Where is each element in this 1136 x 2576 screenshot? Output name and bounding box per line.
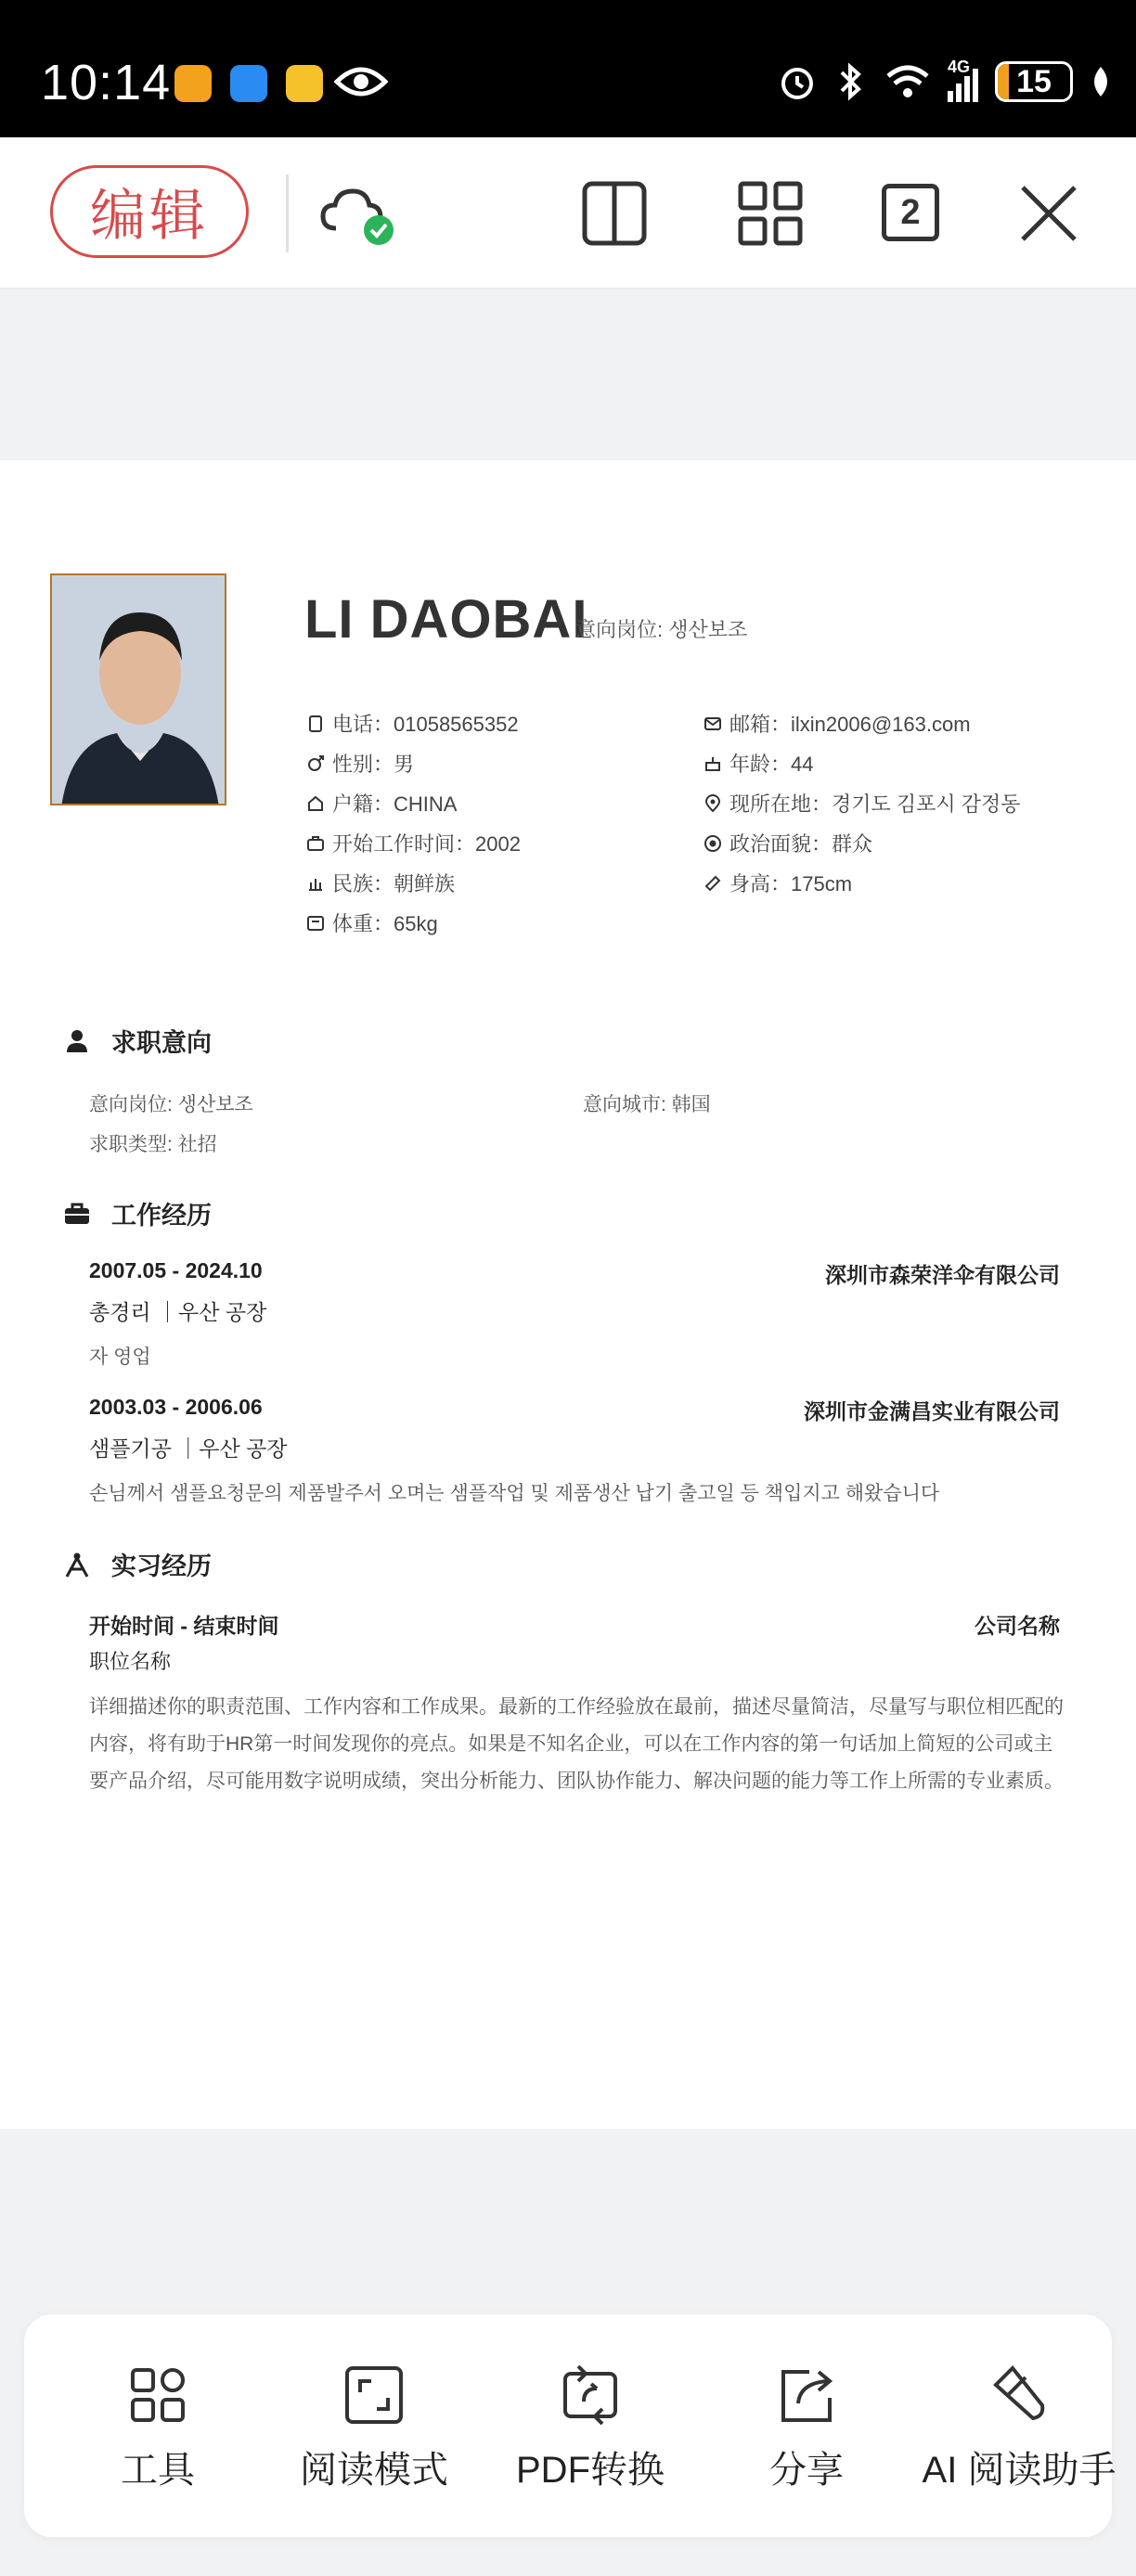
alarm-icon [777,61,818,102]
pdf-convert-button[interactable]: PDF转换 [479,2361,702,2493]
briefcase-icon [306,834,325,853]
edit-button[interactable]: 编辑 [50,165,249,258]
phone-icon [306,715,325,733]
info-start-work: 开始工作时间：2002 [306,829,521,857]
info-height: 身高：175cm [704,869,852,897]
ai-assistant-button[interactable]: AI 阅读助手 [908,2361,1130,2493]
tools-button[interactable]: 工具 [46,2361,269,2493]
work-role: 총경리 ｜우산 공장 [89,1300,267,1324]
info-phone: 电话：01058565352 [306,709,519,738]
cake-icon [704,754,722,773]
profile-photo [50,573,226,805]
grid-view-icon[interactable] [731,174,809,252]
close-icon[interactable] [1010,174,1088,252]
share-button[interactable]: 分享 [695,2361,918,2493]
info-email: 邮箱：ilxin2006@163.com [704,709,971,738]
wifi-icon [884,61,931,102]
mail-icon [704,715,722,733]
intended-city: 意向城市: 韩国 [583,1094,711,1115]
work-role: 샘플기공 ｜우산 공장 [89,1436,288,1461]
cloud-synced-icon[interactable] [316,174,394,252]
work-company: 深圳市森荣洋伞有限公司 [825,1263,1060,1287]
leaf-icon [1090,63,1112,100]
split-view-icon[interactable] [575,174,653,252]
intended-position: 意向岗位: 생산보조 [89,1094,253,1115]
section-work-title: 工作经历 [63,1195,212,1231]
bottom-toolbar [24,2314,1117,2537]
info-politics: 政治面貌：群众 [704,829,872,857]
cloud-app-icon [230,65,267,102]
tools-icon [123,2361,192,2429]
convert-icon [556,2361,625,2429]
info-age: 年龄：44 [704,749,813,778]
intern-dates: 开始时间 - 结束时间 [89,1614,279,1638]
orange-app-icon [174,65,212,102]
badge-icon [704,834,722,853]
read-mode-button[interactable]: 阅读模式 [263,2361,485,2493]
location-pin-icon [704,794,722,813]
scale-icon [306,914,325,933]
ethnicity-icon [306,874,325,893]
page-count: 2 [900,193,921,232]
intended-position-header: 意向岗位: 생산보조 [575,618,748,641]
network-type: 4G [948,58,971,76]
info-location: 现所在地：경기도 김포시 감정동 [704,789,1021,818]
work-dates: 2007.05 - 2024.10 [89,1258,263,1282]
gender-icon [306,754,325,773]
yellow-app-icon [286,65,323,102]
intern-description: 详细描述你的职责范围、工作内容和工作成果。最新的工作经验放在最前，描述尽量简洁，尽量写与职位相匹配的内容，将有助于HR第一时间发现你的亮点。如果是不知名企业，可以在工作内容的第一句话加上简短的公司或主要产品介绍，尽可能用数字说明成绩，突出分析能力、团队协作能力、解决问题的能力等工作上所需的专业素质。 [89,1696,1064,1792]
top-toolbar [0,137,1136,290]
work-company: 深圳市金满昌实业有限公司 [804,1399,1060,1423]
work-description: 손님께서 샘플요청문의 제품발주서 오며는 샘플작업 및 제품생산 납기 출고일 등 책입지고 해왔습니다 [89,1483,940,1504]
status-bar [0,0,1136,137]
candidate-name: LI DAOBAI [304,589,588,650]
person-icon [63,1027,91,1055]
job-type: 求职类型: 社招 [89,1134,217,1155]
status-icons [777,58,1112,102]
battery-indicator: 15 [995,61,1073,102]
section-job-intent-title: 求职意向 [63,1023,212,1059]
resume-page[interactable] [0,460,1136,2129]
share-icon [772,2361,841,2429]
work-dates: 2003.03 - 2006.06 [89,1395,263,1419]
section-intern-title: 实习经历 [63,1546,212,1582]
work-description: 자 영업 [89,1346,151,1368]
signal-icon [948,58,978,102]
ai-assistant-icon [985,2361,1053,2429]
intern-company: 公司名称 [975,1614,1060,1638]
page-count-button[interactable] [882,184,939,241]
briefcase-icon [63,1200,91,1228]
fullscreen-icon [340,2361,408,2429]
home-icon [306,794,325,813]
bluetooth-icon [834,61,868,102]
eye-icon [334,63,388,100]
ruler-icon [704,874,722,893]
compass-icon [63,1551,91,1578]
info-ethnicity: 民族：朝鲜族 [306,869,455,897]
info-weight: 体重：65kg [306,908,438,937]
intern-role: 职位名称 [89,1650,172,1673]
info-gender: 性别：男 [306,749,414,778]
clock: 10:14 [41,55,172,110]
toolbar-divider [286,174,289,252]
document-top-margin [0,290,1136,460]
info-hukou: 户籍：CHINA [306,789,457,818]
